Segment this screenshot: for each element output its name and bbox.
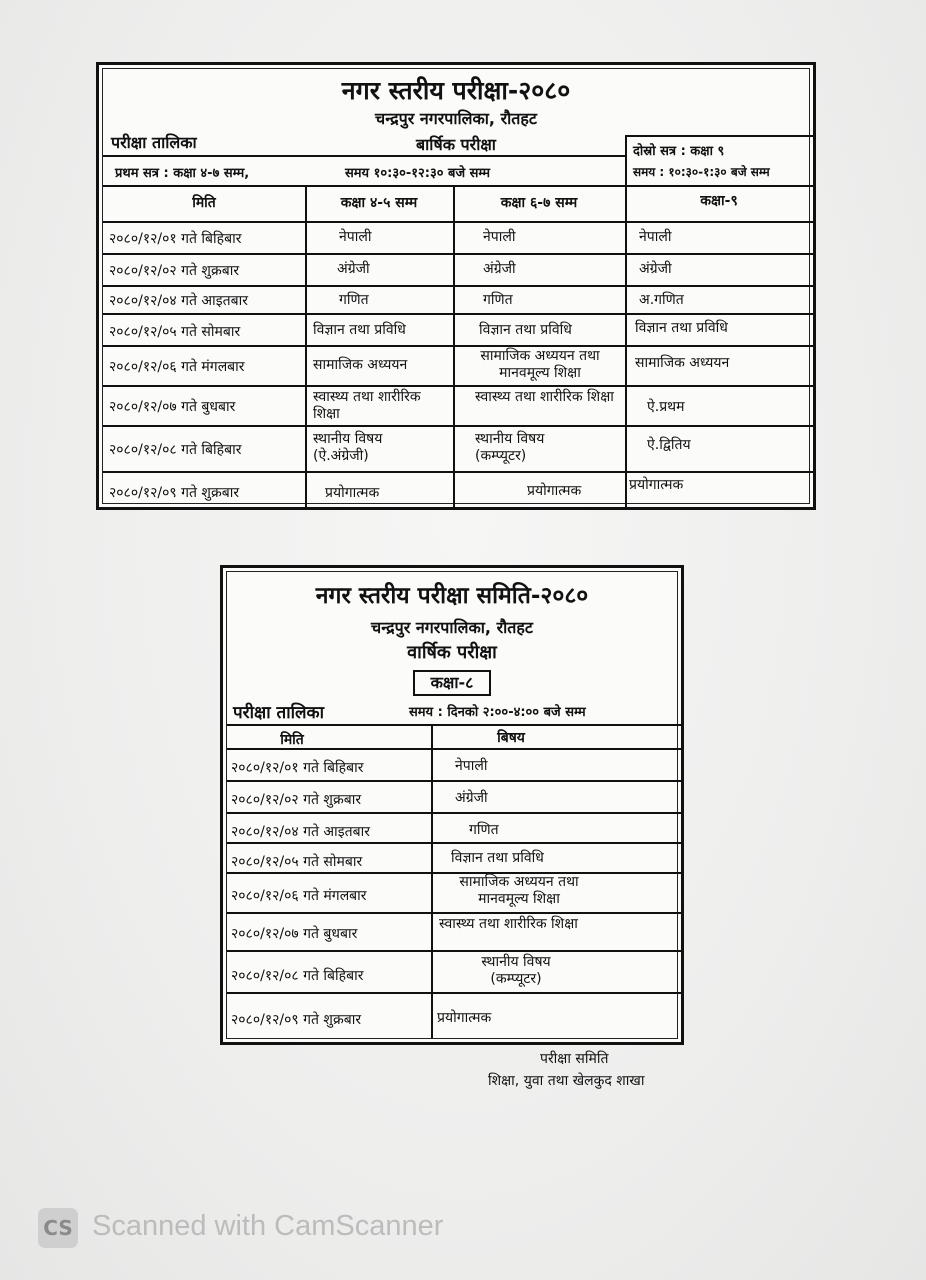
table2-row-line [227, 912, 681, 914]
table1-date: २०८०/१२/०४ गते आइतबार [109, 293, 248, 309]
table1-header-grade9: कक्षा-९ [700, 193, 738, 209]
table1-cell: स्थानीय विषय (कम्प्यूटर) [475, 431, 545, 464]
table1-row-line [103, 345, 813, 347]
table2-header-subject: बिषय [497, 730, 525, 746]
schedule1-table-label: परीक्षा तालिका [111, 133, 197, 152]
table1-header-grade4-5: कक्षा ४-५ सम्म [340, 195, 418, 211]
schedule1-municipality: चन्द्रपुर नगरपालिका, रौतहट [375, 109, 537, 128]
table2-subject: स्वास्थ्य तथा शारीरिक शिक्षा [439, 916, 578, 932]
table1-cell: प्रयोगात्मक [629, 477, 684, 493]
table1-cell: ऐ.द्वितिय [647, 437, 691, 453]
table1-cell: प्रयोगात्मक [527, 483, 582, 499]
table1-cell: ऐ.प्रथम [647, 399, 685, 415]
table1-cell: नेपाली [483, 229, 516, 245]
table2-subject: स्थानीय विषय (कम्प्यूटर) [481, 954, 551, 987]
table1-date: २०८०/१२/०२ गते शुक्रबार [109, 263, 240, 279]
table1-cell: स्वास्थ्य तथा शारीरिक शिक्षा [313, 389, 421, 422]
table1-col-line [305, 185, 307, 507]
schedule2-municipality: चन्द्रपुर नगरपालिका, रौतहट [371, 618, 533, 637]
table1-col-line [453, 185, 455, 507]
table1-date: २०८०/१२/०६ गते मंगलबार [109, 359, 245, 375]
table1-row-line [103, 425, 813, 427]
table1-col-line [625, 185, 627, 507]
second-term-box-top [625, 135, 813, 137]
table2-row-line [227, 950, 681, 952]
table1-cell: प्रयोगात्मक [325, 485, 380, 501]
table1-header-top [103, 185, 813, 187]
table1-cell: गणित [339, 292, 369, 308]
second-term-box-left [625, 135, 627, 187]
schedule-grades-4-9 [96, 62, 816, 510]
table2-header-date: मिति [280, 732, 304, 748]
schedule2-table-label: परीक्षा तालिका [233, 703, 325, 723]
table1-cell: विज्ञान तथा प्रविधि [313, 322, 406, 338]
table1-header-date: मिति [192, 195, 216, 211]
table2-subject: सामाजिक अध्ययन तथा मानवमूल्य शिक्षा [459, 874, 579, 907]
schedule2-exam-name: वार्षिक परीक्षा [407, 642, 497, 663]
table2-row-line [227, 780, 681, 782]
table2-row-line [227, 992, 681, 994]
table1-cell: अ.गणित [639, 292, 684, 308]
signature-section: शिक्षा, युवा तथा खेलकुद शाखा [488, 1073, 645, 1089]
table1-cell: स्थानीय विषय (ऐ.अंग्रेजी) [313, 431, 383, 464]
table2-row-line [227, 812, 681, 814]
table1-cell: अंग्रेजी [639, 261, 672, 277]
table2-date: २०८०/१२/०२ गते शुक्रबार [231, 792, 362, 808]
second-term-label: दोस्रो सत्र : कक्षा ९ [633, 144, 725, 159]
table1-row-line [103, 313, 813, 315]
table1-cell: स्वास्थ्य तथा शारीरिक शिक्षा [475, 389, 614, 405]
signature-committee: परीक्षा समिति [540, 1051, 609, 1067]
table1-cell: विज्ञान तथा प्रविधि [479, 322, 572, 338]
camscanner-watermark: Scanned with CamScanner [92, 1210, 444, 1242]
table1-row-line [103, 253, 813, 255]
table1-date: २०८०/१२/०५ गते सोमबार [109, 324, 241, 340]
schedule2-time: समय : दिनको २:००-४:०० बजे सम्म [409, 705, 586, 720]
schedule1-exam-name: बार्षिक परीक्षा [416, 135, 496, 154]
camscanner-logo-icon: CS [38, 1208, 78, 1248]
table2-date: २०८०/१२/०५ गते सोमबार [231, 854, 363, 870]
table1-header-bottom [103, 221, 813, 223]
table1-row-line [103, 285, 813, 287]
table2-subject: अंग्रेजी [455, 790, 488, 806]
table1-cell: नेपाली [339, 229, 372, 245]
table1-row-line [103, 385, 813, 387]
schedule-grade-8 [220, 565, 684, 1045]
table2-date: २०८०/१२/०६ गते मंगलबार [231, 888, 367, 904]
table1-date: २०८०/१२/०८ गते बिहिबार [109, 442, 242, 458]
table1-header-grade6-7: कक्षा ६-७ सम्म [500, 195, 578, 211]
table2-col-line [431, 724, 433, 1038]
grade-badge: कक्षा-८ [413, 670, 491, 696]
table1-row-line [103, 471, 813, 473]
table2-date: २०८०/१२/०८ गते बिहिबार [231, 968, 364, 984]
table2-date: २०८०/१२/०९ गते शुक्रबार [231, 1012, 362, 1028]
table1-cell: सामाजिक अध्ययन [635, 355, 730, 371]
table2-date: २०८०/१२/०७ गते बुधबार [231, 926, 358, 942]
table2-subject: प्रयोगात्मक [437, 1010, 492, 1026]
first-term-label: प्रथम सत्र : कक्षा ४-७ सम्म, [115, 166, 250, 181]
table2-header-top [227, 724, 681, 726]
table1-cell: अंग्रेजी [337, 261, 370, 277]
table1-date: २०८०/१२/०९ गते शुक्रबार [109, 485, 240, 501]
second-term-time: समय : १०:३०-१:३० बजे सम्म [633, 165, 770, 179]
table1-date: २०८०/१२/०१ गते बिहिबार [109, 231, 242, 247]
table1-date: २०८०/१२/०७ गते बुधबार [109, 399, 236, 415]
table2-subject: विज्ञान तथा प्रविधि [451, 850, 544, 866]
schedule1-rule-top [103, 155, 625, 157]
table2-row-line [227, 842, 681, 844]
table1-cell: अंग्रेजी [483, 261, 516, 277]
schedule2-title: नगर स्तरीय परीक्षा समिति-२०८० [315, 583, 589, 609]
table2-subject: नेपाली [455, 758, 488, 774]
table1-cell: नेपाली [639, 229, 672, 245]
table2-date: २०८०/१२/०१ गते बिहिबार [231, 760, 364, 776]
table2-date: २०८०/१२/०४ गते आइतबार [231, 824, 370, 840]
table1-cell: गणित [483, 292, 513, 308]
schedule1-title: नगर स्तरीय परीक्षा-२०८० [341, 76, 571, 105]
table1-cell: विज्ञान तथा प्रविधि [635, 320, 728, 336]
table1-cell: सामाजिक अध्ययन [313, 357, 408, 373]
table1-cell: सामाजिक अध्ययन तथा मानवमूल्य शिक्षा [480, 348, 600, 381]
first-term-time: समय १०:३०-१२:३० बजे सम्म [345, 166, 491, 181]
table2-subject: गणित [469, 822, 499, 838]
